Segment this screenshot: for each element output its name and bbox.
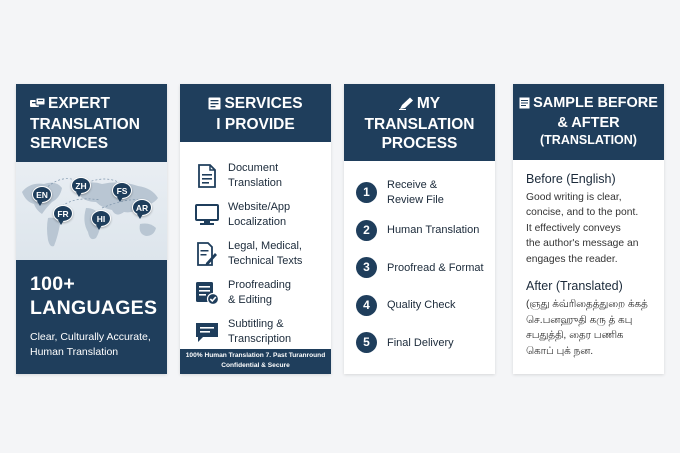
- services-footer: [180, 349, 331, 374]
- sample-title-line-1: SAMPLE BEFORE: [513, 95, 664, 115]
- map-label-ar: AR: [132, 199, 152, 216]
- services-footer-line-2: Confidential & Secure: [221, 361, 290, 369]
- process-title-line-3: PROCESS: [381, 134, 458, 152]
- process-header: [344, 84, 495, 161]
- services-footer-line-1: 100% Human Translation 7. Past Turanround: [185, 352, 326, 359]
- languages-count: 100+ LANGUAGES: [30, 273, 158, 319]
- service-line-1: Proofreading: [228, 279, 291, 292]
- process-step: [356, 324, 495, 362]
- sample-body: [513, 160, 664, 359]
- service-item-document: [194, 156, 331, 195]
- sample-title-small: (TRANSLATION): [540, 133, 637, 148]
- services-header: [180, 84, 331, 142]
- service-item-legal: [194, 234, 331, 273]
- map-label-hi: HI: [91, 210, 111, 227]
- list-icon: [208, 97, 221, 116]
- after-label: After (Translated): [526, 279, 623, 294]
- sample-header: [513, 84, 664, 160]
- service-line-2: & Editing: [228, 293, 273, 306]
- world-map: [16, 162, 167, 260]
- process-step: [356, 212, 495, 250]
- process-step: [356, 174, 495, 212]
- process-title-line-2: TRANSLATION: [364, 115, 475, 133]
- step-line-1: Quality Check: [387, 299, 456, 312]
- document-small-icon: [519, 97, 530, 115]
- before-text: Good writing is clear, concise, and to the pont. It effectively conveys the author's message an engages the reader.: [526, 192, 639, 265]
- sample-card: [513, 84, 664, 374]
- services-card: [180, 84, 331, 374]
- services-list: [180, 142, 331, 351]
- service-item-proofreading: [194, 273, 331, 312]
- before-label: Before (English): [526, 172, 616, 186]
- map-label-zh: ZH: [71, 177, 91, 194]
- service-line-2: Localization: [228, 215, 287, 228]
- services-title-line-1: SERVICES: [180, 95, 331, 116]
- step-line-1: Receive &: [387, 179, 438, 192]
- service-line-1: Subtitling &: [228, 318, 284, 331]
- document-icon: [194, 162, 220, 190]
- service-item-website: [194, 195, 331, 234]
- step-number: 4: [356, 295, 377, 316]
- step-line-1: Proofread & Format: [387, 261, 484, 274]
- expert-title-line-1: EXPERT: [30, 95, 159, 116]
- process-steps: [344, 161, 495, 362]
- service-line-1: Legal, Medical,: [228, 240, 302, 253]
- service-line-2: Technical Texts: [228, 254, 303, 267]
- process-step: [356, 249, 495, 287]
- step-number: 5: [356, 332, 377, 353]
- process-card: [344, 84, 495, 374]
- expert-title-line-3: SERVICES: [30, 134, 109, 152]
- expert-translation-card: [16, 84, 167, 374]
- service-line-2: Transcription: [228, 332, 292, 345]
- service-line-1: Document: [228, 162, 279, 175]
- pen-icon: [399, 97, 414, 116]
- step-number: 2: [356, 220, 377, 241]
- step-number: 1: [356, 182, 377, 203]
- process-title-line-1: MY: [344, 95, 495, 116]
- languages-subtitle: Clear, Culturally Accurate, Human Translation: [30, 330, 151, 359]
- map-label-fs: FS: [112, 182, 132, 199]
- process-step: [356, 287, 495, 325]
- monitor-icon: [194, 201, 220, 229]
- service-item-subtitling: [194, 312, 331, 351]
- step-line-1: Human Translation: [387, 224, 480, 237]
- step-line-2: Review File: [387, 193, 444, 206]
- expert-title-line-2: TRANSLATION: [30, 115, 140, 133]
- map-label-fr: FR: [53, 205, 73, 222]
- map-label-en: EN: [32, 186, 52, 203]
- sample-title-line-2: & AFTER: [557, 114, 620, 131]
- step-line-1: Final Delivery: [387, 336, 454, 349]
- translate-icon: [30, 97, 45, 116]
- checklist-icon: [194, 279, 220, 307]
- subtitle-icon: [194, 318, 220, 346]
- pen-document-icon: [194, 240, 220, 268]
- after-text: (ஞது க்வ்ரிதைத்துறை க்கத் செ.பனஹுதி கரு த் கபு சபதுத்தி, தைர பணிக கொப் புக் நன.: [526, 299, 648, 357]
- service-line-2: Translation: [228, 176, 283, 189]
- service-line-1: Website/App: [228, 201, 291, 214]
- step-number: 3: [356, 257, 377, 278]
- languages-panel: [16, 260, 167, 374]
- services-title-line-2: I PROVIDE: [216, 115, 295, 133]
- expert-header: [16, 84, 167, 162]
